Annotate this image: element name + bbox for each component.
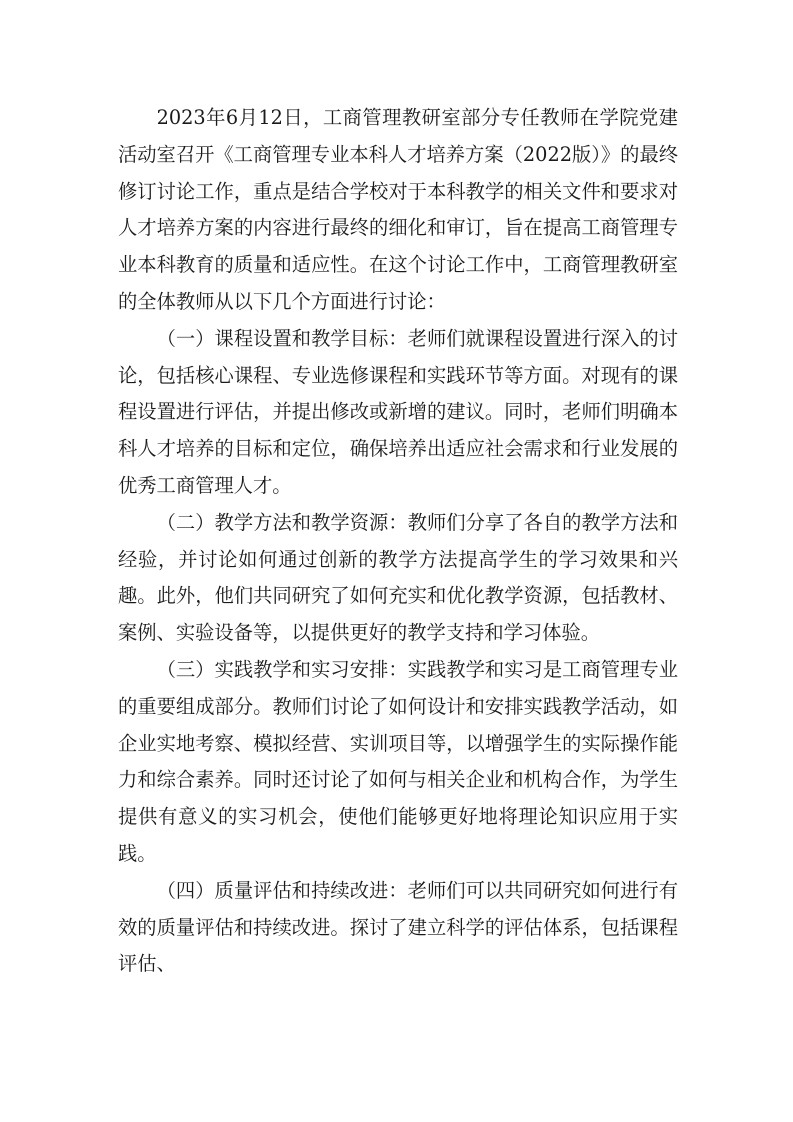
paragraph-intro: 2023年6月12日，工商管理教研室部分专任教师在学院党建活动室召开《工商管理专业本科人才培养方案（2022版）》的最终修订讨论工作，重点是结合学校对于本科教学的相关文件和要求对人才培养方案的内容进行最终的细化和审订，旨在提高工商管理专业本科教育的质量和适应性。在这个讨论工作中，工商管理教研室的全体教师从以下几个方面进行讨论： [118,106,679,313]
paragraph-practice: （三）实践教学和实习安排：实践教学和实习是工商管理专业的重要组成部分。教师们讨论了如何设计和安排实践教学活动，如企业实地考察、模拟经营、实训项目等，以增强学生的实际操作能力和综合素养。同时还讨论了如何与相关企业和机构合作，为学生提供有意义的实习机会，使他们能够更好地将理论知识应用于实践。 [118,657,678,865]
paragraph-teaching-methods: （二）教学方法和教学资源：教师们分享了各自的教学方法和经验，并讨论如何通过创新的教学方法提高学生的学习效果和兴趣。此外，他们共同研究了如何充实和优化教学资源，包括教材、案例、实验设备等，以提供更好的教学支持和学习体验。 [118,510,678,645]
paragraph-quality: （四）质量评估和持续改进：老师们可以共同研究如何进行有效的质量评估和持续改进。探讨了建立科学的评估体系，包括课程评估、 [118,878,678,976]
document-body [118,100,678,983]
paragraph-curriculum: （一）课程设置和教学目标：老师们就课程设置进行深入的讨论，包括核心课程、专业选修课程和实践环节等方面。对现有的课程设置进行评估，并提出修改或新增的建议。同时，老师们明确本科人才培养的目标和定位，确保培养出适应社会需求和行业发展的优秀工商管理人才。 [118,326,678,497]
